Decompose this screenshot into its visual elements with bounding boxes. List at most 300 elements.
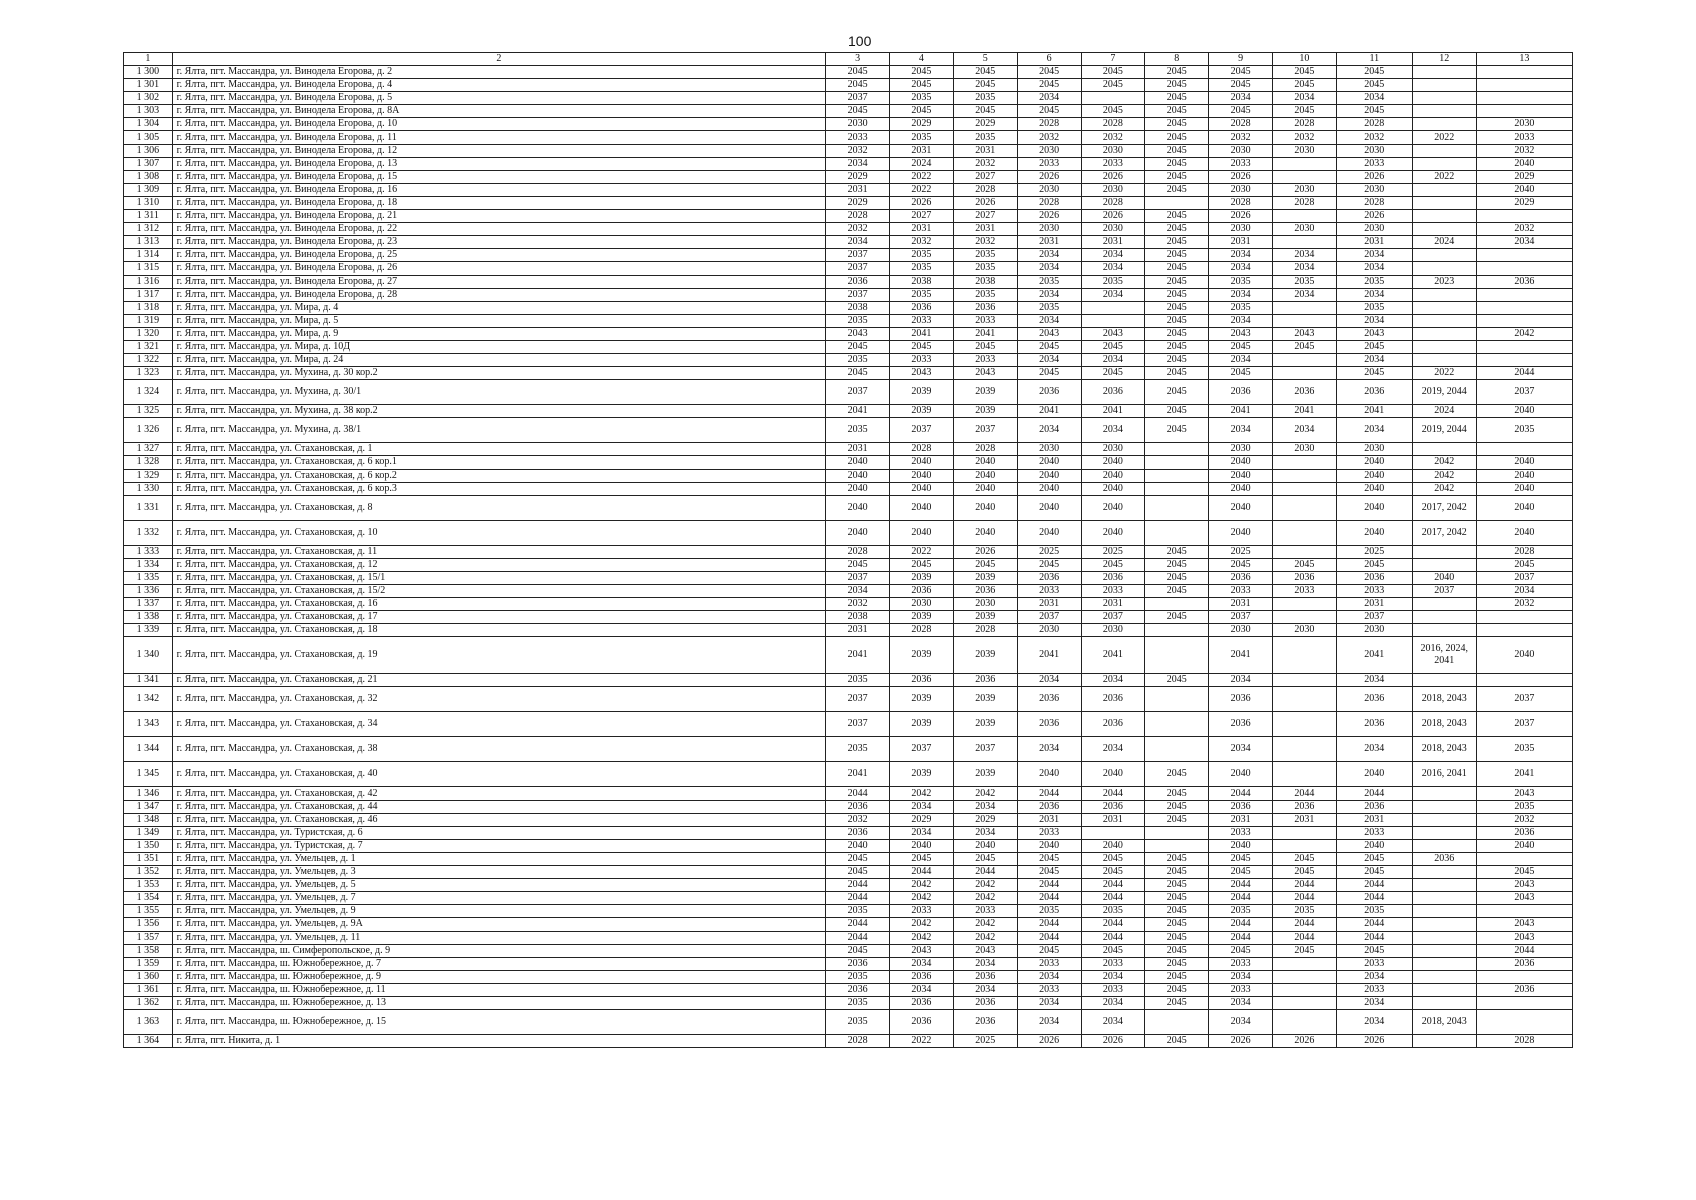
year-cell-col-7: 2026 (1081, 1035, 1145, 1048)
address-cell: г. Ялта, пгт. Массандра, ул. Мухина, д. 30 кор.2 (172, 367, 826, 380)
year-cell-col-3: 2029 (826, 196, 890, 209)
year-cell-col-9: 2045 (1209, 79, 1273, 92)
year-cell-col-13 (1476, 249, 1572, 262)
year-cell-col-12: 2042 (1412, 469, 1476, 482)
year-cell-col-10 (1272, 354, 1336, 367)
year-cell-col-6: 2032 (1017, 131, 1081, 144)
row-number-cell: 1 304 (124, 118, 173, 131)
row-number-cell: 1 301 (124, 79, 173, 92)
row-number-cell: 1 337 (124, 598, 173, 611)
row-number-cell: 1 314 (124, 249, 173, 262)
address-cell: г. Ялта, пгт. Массандра, ул. Винодела Егорова, д. 2 (172, 66, 826, 79)
address-cell: г. Ялта, пгт. Массандра, ул. Стахановская, д. 15/1 (172, 571, 826, 584)
year-cell-col-13: 2044 (1476, 944, 1572, 957)
year-cell-col-11: 2034 (1336, 1010, 1412, 1035)
year-cell-col-4: 2031 (890, 144, 954, 157)
year-cell-col-6: 2026 (1017, 170, 1081, 183)
year-cell-col-12 (1412, 210, 1476, 223)
year-cell-col-8: 2045 (1145, 144, 1209, 157)
year-cell-col-12 (1412, 866, 1476, 879)
year-cell-col-5: 2028 (953, 624, 1017, 637)
year-cell-col-9: 2040 (1209, 839, 1273, 852)
header-cell-col-10: 10 (1272, 53, 1336, 66)
year-cell-col-8 (1145, 482, 1209, 495)
address-cell: г. Ялта, пгт. Массандра, ул. Винодела Егорова, д. 10 (172, 118, 826, 131)
year-cell-col-7: 2040 (1081, 456, 1145, 469)
address-cell: г. Ялта, пгт. Массандра, ул. Стахановская, д. 46 (172, 813, 826, 826)
year-cell-col-4: 2042 (890, 931, 954, 944)
year-cell-col-13: 2037 (1476, 380, 1572, 405)
year-cell-col-3: 2040 (826, 495, 890, 520)
year-cell-col-13: 2040 (1476, 495, 1572, 520)
year-cell-col-3: 2037 (826, 712, 890, 737)
year-cell-col-12 (1412, 839, 1476, 852)
row-number-cell: 1 362 (124, 996, 173, 1009)
year-cell-col-4: 2033 (890, 354, 954, 367)
table-row (124, 495, 1573, 520)
year-cell-col-8: 2045 (1145, 970, 1209, 983)
year-cell-col-12 (1412, 892, 1476, 905)
year-cell-col-5: 2039 (953, 687, 1017, 712)
year-cell-col-5: 2040 (953, 469, 1017, 482)
year-cell-col-3: 2045 (826, 944, 890, 957)
address-cell: г. Ялта, пгт. Массандра, ул. Винодела Егорова, д. 11 (172, 131, 826, 144)
year-cell-col-13: 2032 (1476, 223, 1572, 236)
year-cell-col-7: 2045 (1081, 66, 1145, 79)
year-cell-col-13: 2035 (1476, 800, 1572, 813)
year-cell-col-13: 2028 (1476, 545, 1572, 558)
year-cell-col-13: 2043 (1476, 931, 1572, 944)
year-cell-col-9: 2045 (1209, 66, 1273, 79)
year-cell-col-4: 2027 (890, 210, 954, 223)
year-cell-col-11: 2040 (1336, 839, 1412, 852)
year-cell-col-5: 2037 (953, 418, 1017, 443)
table-row (124, 340, 1573, 353)
year-cell-col-4: 2036 (890, 970, 954, 983)
year-cell-col-4: 2039 (890, 405, 954, 418)
year-cell-col-13: 2028 (1476, 1035, 1572, 1048)
year-cell-col-11: 2033 (1336, 826, 1412, 839)
year-cell-col-11: 2045 (1336, 79, 1412, 92)
table-row (124, 800, 1573, 813)
year-cell-col-3: 2035 (826, 996, 890, 1009)
year-cell-col-3: 2045 (826, 866, 890, 879)
table-row (124, 787, 1573, 800)
year-cell-col-13 (1476, 210, 1572, 223)
year-cell-col-9: 2033 (1209, 157, 1273, 170)
year-cell-col-10: 2030 (1272, 183, 1336, 196)
year-cell-col-10: 2045 (1272, 558, 1336, 571)
year-cell-col-9: 2035 (1209, 301, 1273, 314)
year-cell-col-8: 2045 (1145, 545, 1209, 558)
year-cell-col-13: 2040 (1476, 456, 1572, 469)
table-row (124, 892, 1573, 905)
address-cell: г. Ялта, пгт. Массандра, ул. Стахановская, д. 18 (172, 624, 826, 637)
year-cell-col-8 (1145, 624, 1209, 637)
year-cell-col-6: 2040 (1017, 495, 1081, 520)
year-cell-col-10 (1272, 367, 1336, 380)
address-cell: г. Ялта, пгт. Массандра, ул. Стахановская, д. 12 (172, 558, 826, 571)
year-cell-col-11: 2035 (1336, 275, 1412, 288)
year-cell-col-6: 2045 (1017, 852, 1081, 865)
year-cell-col-4: 2040 (890, 469, 954, 482)
year-cell-col-3: 2045 (826, 558, 890, 571)
year-cell-col-4: 2039 (890, 637, 954, 674)
year-cell-col-3: 2036 (826, 957, 890, 970)
year-cell-col-12: 2018, 2043 (1412, 687, 1476, 712)
year-cell-col-5: 2033 (953, 905, 1017, 918)
year-cell-col-3: 2040 (826, 469, 890, 482)
year-cell-col-10 (1272, 674, 1336, 687)
row-number-cell: 1 335 (124, 571, 173, 584)
year-cell-col-8 (1145, 495, 1209, 520)
year-cell-col-9: 2028 (1209, 118, 1273, 131)
row-number-cell: 1 363 (124, 1010, 173, 1035)
year-cell-col-8: 2045 (1145, 223, 1209, 236)
year-cell-col-4: 2045 (890, 105, 954, 118)
year-cell-col-6: 2030 (1017, 624, 1081, 637)
year-cell-col-10 (1272, 983, 1336, 996)
year-cell-col-6: 2026 (1017, 1035, 1081, 1048)
year-cell-col-9: 2041 (1209, 637, 1273, 674)
year-cell-col-9: 2031 (1209, 236, 1273, 249)
year-cell-col-5: 2035 (953, 288, 1017, 301)
year-cell-col-4: 2022 (890, 170, 954, 183)
year-cell-col-5: 2030 (953, 598, 1017, 611)
row-number-cell: 1 331 (124, 495, 173, 520)
year-cell-col-7: 2045 (1081, 79, 1145, 92)
address-cell: г. Ялта, пгт. Массандра, ул. Стахановская, д. 32 (172, 687, 826, 712)
year-cell-col-13: 2040 (1476, 637, 1572, 674)
year-cell-col-13 (1476, 262, 1572, 275)
year-cell-col-12 (1412, 1035, 1476, 1048)
year-cell-col-13 (1476, 79, 1572, 92)
year-cell-col-6: 2030 (1017, 443, 1081, 456)
year-cell-col-3: 2035 (826, 314, 890, 327)
year-cell-col-9: 2045 (1209, 340, 1273, 353)
row-number-cell: 1 345 (124, 762, 173, 787)
year-cell-col-10: 2044 (1272, 931, 1336, 944)
row-number-cell: 1 327 (124, 443, 173, 456)
row-number-cell: 1 360 (124, 970, 173, 983)
row-number-cell: 1 342 (124, 687, 173, 712)
year-cell-col-13 (1476, 970, 1572, 983)
year-cell-col-13: 2036 (1476, 826, 1572, 839)
year-cell-col-6: 2030 (1017, 183, 1081, 196)
year-cell-col-4: 2022 (890, 545, 954, 558)
year-cell-col-3: 2037 (826, 288, 890, 301)
year-cell-col-5: 2036 (953, 301, 1017, 314)
table-row (124, 624, 1573, 637)
year-cell-col-5: 2032 (953, 236, 1017, 249)
year-cell-col-8: 2045 (1145, 170, 1209, 183)
address-cell: г. Ялта, пгт. Массандра, ул. Стахановская, д. 1 (172, 443, 826, 456)
address-cell: г. Ялта, пгт. Массандра, ул. Мухина, д. 38/1 (172, 418, 826, 443)
year-cell-col-6: 2034 (1017, 970, 1081, 983)
year-cell-col-12 (1412, 545, 1476, 558)
year-cell-col-5: 2036 (953, 585, 1017, 598)
year-cell-col-6: 2028 (1017, 196, 1081, 209)
year-cell-col-8: 2045 (1145, 275, 1209, 288)
year-cell-col-4: 2035 (890, 249, 954, 262)
table-row (124, 170, 1573, 183)
year-cell-col-3: 2041 (826, 637, 890, 674)
row-number-cell: 1 312 (124, 223, 173, 236)
year-cell-col-7: 2045 (1081, 852, 1145, 865)
year-cell-col-13: 2036 (1476, 275, 1572, 288)
year-cell-col-11: 2030 (1336, 183, 1412, 196)
year-cell-col-12: 2018, 2043 (1412, 1010, 1476, 1035)
table-row (124, 405, 1573, 418)
table-row (124, 314, 1573, 327)
year-cell-col-11: 2026 (1336, 1035, 1412, 1048)
year-cell-col-13 (1476, 852, 1572, 865)
year-cell-col-7: 2034 (1081, 1010, 1145, 1035)
address-cell: г. Ялта, пгт. Массандра, ул. Туристская, д. 6 (172, 826, 826, 839)
year-cell-col-4: 2036 (890, 585, 954, 598)
row-number-cell: 1 316 (124, 275, 173, 288)
year-cell-col-6: 2040 (1017, 762, 1081, 787)
year-cell-col-11: 2036 (1336, 687, 1412, 712)
address-cell: г. Ялта, пгт. Массандра, ш. Южнобережное, д. 11 (172, 983, 826, 996)
year-cell-col-11: 2036 (1336, 800, 1412, 813)
year-cell-col-11: 2040 (1336, 456, 1412, 469)
year-cell-col-12 (1412, 996, 1476, 1009)
year-cell-col-4: 2024 (890, 157, 954, 170)
year-cell-col-6: 2034 (1017, 418, 1081, 443)
year-cell-col-10: 2034 (1272, 418, 1336, 443)
year-cell-col-7: 2036 (1081, 687, 1145, 712)
year-cell-col-6: 2033 (1017, 826, 1081, 839)
year-cell-col-7: 2028 (1081, 196, 1145, 209)
year-cell-col-4: 2032 (890, 236, 954, 249)
year-cell-col-13 (1476, 288, 1572, 301)
year-cell-col-5: 2042 (953, 787, 1017, 800)
year-cell-col-11: 2044 (1336, 787, 1412, 800)
table-row (124, 852, 1573, 865)
year-cell-col-13: 2040 (1476, 839, 1572, 852)
year-cell-col-12 (1412, 144, 1476, 157)
year-cell-col-6: 2045 (1017, 367, 1081, 380)
year-cell-col-10: 2045 (1272, 66, 1336, 79)
year-cell-col-6: 2037 (1017, 611, 1081, 624)
year-cell-col-10: 2033 (1272, 585, 1336, 598)
table-row (124, 367, 1573, 380)
year-cell-col-12: 2024 (1412, 405, 1476, 418)
header-cell-col-3: 3 (826, 53, 890, 66)
year-cell-col-10 (1272, 520, 1336, 545)
row-number-cell: 1 300 (124, 66, 173, 79)
year-cell-col-4: 2036 (890, 301, 954, 314)
year-cell-col-4: 2040 (890, 495, 954, 520)
year-cell-col-7: 2033 (1081, 157, 1145, 170)
year-cell-col-10: 2043 (1272, 327, 1336, 340)
year-cell-col-13 (1476, 354, 1572, 367)
row-number-cell: 1 326 (124, 418, 173, 443)
year-cell-col-3: 2045 (826, 105, 890, 118)
year-cell-col-3: 2035 (826, 1010, 890, 1035)
year-cell-col-12 (1412, 183, 1476, 196)
year-cell-col-13: 2037 (1476, 687, 1572, 712)
row-number-cell: 1 305 (124, 131, 173, 144)
year-cell-col-6: 2040 (1017, 469, 1081, 482)
year-cell-col-5: 2044 (953, 866, 1017, 879)
year-cell-col-4: 2036 (890, 674, 954, 687)
year-cell-col-12 (1412, 598, 1476, 611)
table-row (124, 598, 1573, 611)
year-cell-col-4: 2036 (890, 996, 954, 1009)
year-cell-col-9: 2031 (1209, 598, 1273, 611)
year-cell-col-4: 2045 (890, 66, 954, 79)
year-cell-col-4: 2034 (890, 826, 954, 839)
year-cell-col-8 (1145, 687, 1209, 712)
year-cell-col-11: 2043 (1336, 327, 1412, 340)
year-cell-col-13: 2040 (1476, 157, 1572, 170)
year-cell-col-7: 2045 (1081, 558, 1145, 571)
year-cell-col-5: 2034 (953, 800, 1017, 813)
row-number-cell: 1 340 (124, 637, 173, 674)
year-cell-col-8: 2045 (1145, 157, 1209, 170)
year-cell-col-10 (1272, 637, 1336, 674)
year-cell-col-8: 2045 (1145, 340, 1209, 353)
row-number-cell: 1 358 (124, 944, 173, 957)
year-cell-col-4: 2040 (890, 520, 954, 545)
row-number-cell: 1 336 (124, 585, 173, 598)
year-cell-col-9: 2033 (1209, 983, 1273, 996)
year-cell-col-13: 2041 (1476, 762, 1572, 787)
year-cell-col-7: 2036 (1081, 800, 1145, 813)
address-cell: г. Ялта, пгт. Массандра, ул. Стахановская, д. 6 кор.1 (172, 456, 826, 469)
table-row (124, 210, 1573, 223)
year-cell-col-3: 2037 (826, 687, 890, 712)
year-cell-col-6: 2044 (1017, 892, 1081, 905)
year-cell-col-3: 2036 (826, 826, 890, 839)
year-cell-col-10 (1272, 236, 1336, 249)
year-cell-col-12 (1412, 354, 1476, 367)
year-cell-col-3: 2038 (826, 611, 890, 624)
data-table (123, 52, 1573, 1048)
year-cell-col-11: 2033 (1336, 157, 1412, 170)
year-cell-col-11: 2045 (1336, 944, 1412, 957)
year-cell-col-5: 2035 (953, 92, 1017, 105)
row-number-cell: 1 318 (124, 301, 173, 314)
year-cell-col-12: 2018, 2043 (1412, 712, 1476, 737)
year-cell-col-13: 2040 (1476, 183, 1572, 196)
year-cell-col-11: 2030 (1336, 443, 1412, 456)
year-cell-col-3: 2029 (826, 170, 890, 183)
year-cell-col-9: 2030 (1209, 144, 1273, 157)
year-cell-col-13: 2036 (1476, 957, 1572, 970)
year-cell-col-4: 2041 (890, 327, 954, 340)
year-cell-col-9: 2035 (1209, 275, 1273, 288)
row-number-cell: 1 344 (124, 737, 173, 762)
year-cell-col-4: 2033 (890, 905, 954, 918)
year-cell-col-8: 2045 (1145, 249, 1209, 262)
year-cell-col-3: 2036 (826, 983, 890, 996)
year-cell-col-7: 2041 (1081, 637, 1145, 674)
year-cell-col-12: 2022 (1412, 131, 1476, 144)
table-row (124, 545, 1573, 558)
year-cell-col-5: 2039 (953, 611, 1017, 624)
year-cell-col-12 (1412, 301, 1476, 314)
year-cell-col-4: 2040 (890, 456, 954, 469)
year-cell-col-12 (1412, 92, 1476, 105)
row-number-cell: 1 324 (124, 380, 173, 405)
row-number-cell: 1 359 (124, 957, 173, 970)
year-cell-col-9: 2044 (1209, 892, 1273, 905)
header-cell-col-4: 4 (890, 53, 954, 66)
year-cell-col-12: 2022 (1412, 170, 1476, 183)
row-number-cell: 1 308 (124, 170, 173, 183)
year-cell-col-5: 2038 (953, 275, 1017, 288)
year-cell-col-13: 2035 (1476, 737, 1572, 762)
year-cell-col-6: 2045 (1017, 944, 1081, 957)
year-cell-col-6: 2034 (1017, 1010, 1081, 1035)
year-cell-col-6: 2034 (1017, 249, 1081, 262)
year-cell-col-11: 2036 (1336, 380, 1412, 405)
table-row (124, 839, 1573, 852)
table-row (124, 957, 1573, 970)
year-cell-col-5: 2039 (953, 571, 1017, 584)
year-cell-col-8 (1145, 839, 1209, 852)
year-cell-col-12 (1412, 105, 1476, 118)
year-cell-col-11: 2034 (1336, 249, 1412, 262)
year-cell-col-11: 2026 (1336, 210, 1412, 223)
year-cell-col-6: 2036 (1017, 712, 1081, 737)
year-cell-col-4: 2030 (890, 598, 954, 611)
year-cell-col-6: 2033 (1017, 157, 1081, 170)
year-cell-col-4: 2029 (890, 813, 954, 826)
address-cell: г. Ялта, пгт. Массандра, ул. Умельцев, д. 7 (172, 892, 826, 905)
table-row (124, 879, 1573, 892)
year-cell-col-12: 2040 (1412, 571, 1476, 584)
year-cell-col-7: 2034 (1081, 262, 1145, 275)
year-cell-col-12 (1412, 327, 1476, 340)
year-cell-col-12 (1412, 970, 1476, 983)
year-cell-col-5: 2026 (953, 545, 1017, 558)
year-cell-col-10 (1272, 996, 1336, 1009)
row-number-cell: 1 339 (124, 624, 173, 637)
table-row (124, 249, 1573, 262)
address-cell: г. Ялта, пгт. Массандра, ул. Умельцев, д. 11 (172, 931, 826, 944)
row-number-cell: 1 349 (124, 826, 173, 839)
year-cell-col-5: 2042 (953, 931, 1017, 944)
year-cell-col-13 (1476, 92, 1572, 105)
year-cell-col-5: 2042 (953, 892, 1017, 905)
row-number-cell: 1 311 (124, 210, 173, 223)
table-row (124, 983, 1573, 996)
year-cell-col-7: 2040 (1081, 469, 1145, 482)
year-cell-col-10: 2028 (1272, 196, 1336, 209)
year-cell-col-7: 2040 (1081, 482, 1145, 495)
year-cell-col-9: 2041 (1209, 405, 1273, 418)
header-cell-col-11: 11 (1336, 53, 1412, 66)
table-row (124, 144, 1573, 157)
row-number-cell: 1 356 (124, 918, 173, 931)
year-cell-col-4: 2034 (890, 983, 954, 996)
header-cell-col-13: 13 (1476, 53, 1572, 66)
year-cell-col-5: 2036 (953, 970, 1017, 983)
year-cell-col-9: 2037 (1209, 611, 1273, 624)
year-cell-col-13 (1476, 905, 1572, 918)
year-cell-col-10: 2045 (1272, 852, 1336, 865)
year-cell-col-6: 2035 (1017, 275, 1081, 288)
year-cell-col-5: 2035 (953, 131, 1017, 144)
year-cell-col-7: 2034 (1081, 970, 1145, 983)
address-cell: г. Ялта, пгт. Массандра, ул. Винодела Егорова, д. 21 (172, 210, 826, 223)
year-cell-col-3: 2032 (826, 813, 890, 826)
year-cell-col-13: 2040 (1476, 405, 1572, 418)
